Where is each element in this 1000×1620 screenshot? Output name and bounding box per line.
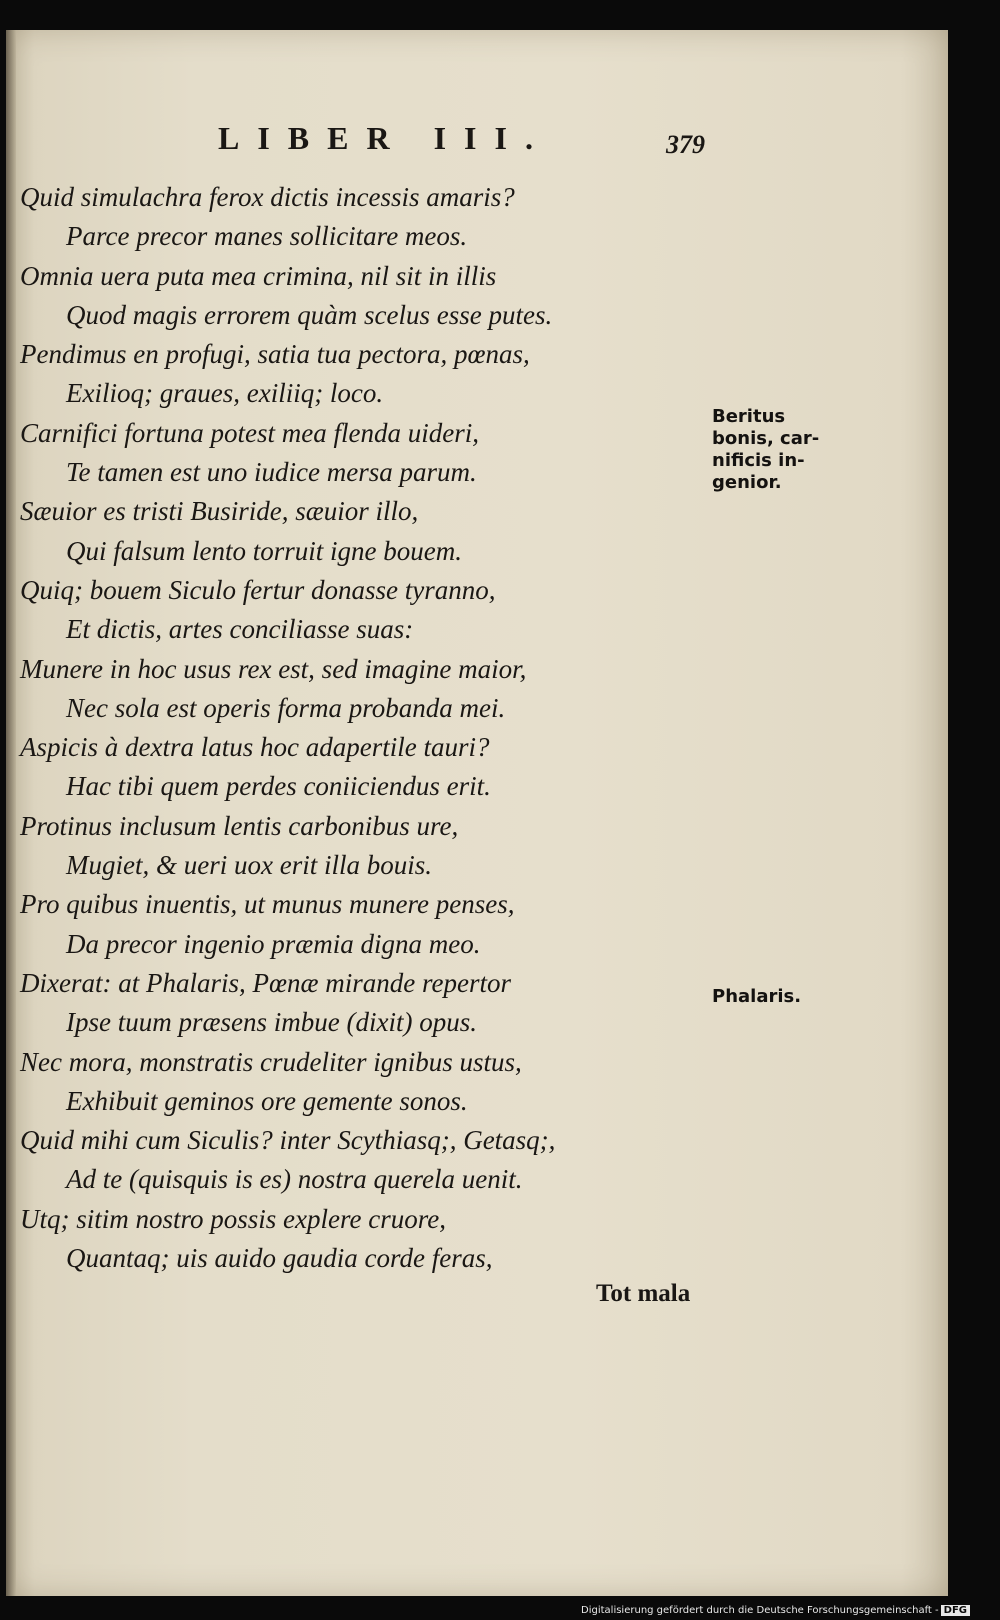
page-gutter (6, 30, 16, 1596)
verse-line: Dixerat: at Phalaris, Pœnæ mirande repertor (20, 967, 511, 998)
verse-line: Carnifici fortuna potest mea flenda uideri, (20, 417, 479, 448)
verse-line: Exhibuit geminos ore gemente sonos. (66, 1085, 468, 1116)
verse-line: Pendimus en profugi, satia tua pectora, pœnas, (20, 339, 530, 370)
verse-line: Aspicis à dextra latus hoc adapertile tauri? (20, 732, 490, 763)
verse-line: Exilioq; graues, exiliiq; loco. (66, 378, 384, 409)
credit-text: Digitalisierung gefördert durch die Deutsche Forschungsgemeinschaft - (581, 1605, 939, 1616)
verse-line: Qui falsum lento torruit igne bouem. (66, 535, 462, 566)
running-head: LIBER III. (218, 120, 551, 156)
verse-line: Parce precor manes sollicitare meos. (66, 221, 468, 252)
verse-line: Quantaq; uis auido gaudia corde feras, (66, 1243, 493, 1274)
marginal-note-line: Phalaris. (712, 986, 802, 1007)
verse-line: Protinus inclusum lentis carbonibus ure, (20, 810, 459, 841)
verse-line: Ad te (quisquis is es) nostra querela uenit. (66, 1164, 523, 1195)
verse-line: Ipse tuum præsens imbue (dixit) opus. (66, 1007, 477, 1038)
digitization-credit (581, 1605, 970, 1616)
page-number: 379 (666, 130, 705, 159)
marginal-note-line: genior. (712, 472, 782, 493)
verse-line: Munere in hoc usus rex est, sed imagine maior, (20, 653, 527, 684)
dfg-logo: DFG (941, 1605, 970, 1616)
verse-line: Te tamen est uno iudice mersa parum. (66, 457, 477, 488)
catchword: Tot mala (596, 1280, 691, 1307)
verse-line: Nec mora, monstratis crudeliter ignibus ustus, (20, 1046, 522, 1077)
verse-line: Utq; sitim nostro possis explere cruore, (20, 1203, 446, 1234)
marginal-note-busiris (712, 406, 819, 494)
marginal-note-line: Beritus (712, 406, 786, 427)
verse-line: Sæuior es tristi Busiride, sæuior illo, (20, 496, 419, 527)
verse-line: Quid simulachra ferox dictis incessis amaris? (20, 182, 515, 212)
verse-line: Et dictis, artes conciliasse suas: (66, 614, 414, 645)
verse-line: Da precor ingenio præmia digna meo. (66, 928, 481, 959)
verse-block (20, 178, 640, 1278)
page-sheet (6, 30, 948, 1596)
verse-line: Nec sola est operis forma probanda mei. (66, 692, 506, 723)
verse-line: Hac tibi quem perdes coniiciendus erit. (66, 771, 491, 802)
marginal-note-line: nificis in- (712, 450, 805, 471)
marginal-note-phalaris (712, 986, 801, 1008)
verse-line: Quid mihi cum Siculis? inter Scythiasq;, Getasq;, (20, 1125, 556, 1156)
verse-line: Mugiet, & ueri uox erit illa bouis. (66, 850, 432, 881)
verse-line: Quod magis errorem quàm scelus esse putes. (66, 299, 553, 330)
verse-line: Pro quibus inuentis, ut munus munere penses, (20, 889, 515, 920)
marginal-note-line: bonis, car- (712, 428, 820, 449)
verse-line: Omnia uera puta mea crimina, nil sit in illis (20, 260, 497, 291)
verse-line: Quiq; bouem Siculo fertur donasse tyranno, (20, 574, 496, 605)
